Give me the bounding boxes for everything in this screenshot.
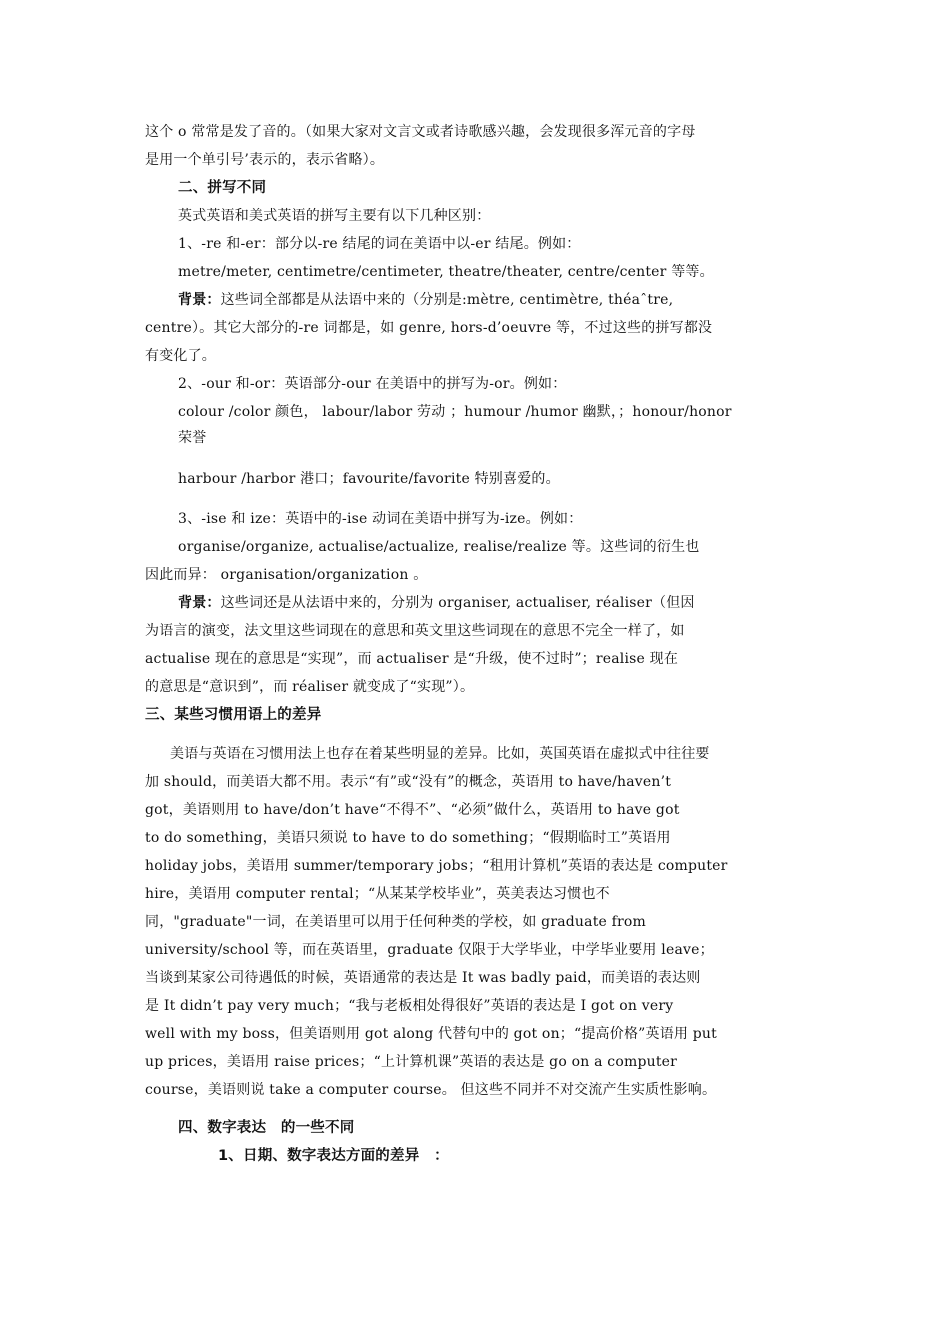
paragraph-line: 美语与英语在习惯用法上也存在着某些明显的差异。比如，英国英语在虚拟式中往往要 <box>170 746 710 762</box>
paragraph-line: 为语言的演变，法文里这些词现在的意思和英文里这些词现在的意思不完全一样了，如 <box>145 623 685 639</box>
subsection-heading: 1、日期、数字表达方面的差异 ： <box>218 1148 449 1164</box>
example-line: 荣誉 <box>178 430 207 446</box>
paragraph-line: centre）。其它大部分的-re 词都是，如 genre, hors-d’oeuvre 等，不过这些的拼写都没 <box>145 320 713 336</box>
paragraph-line: 英式英语和美式英语的拼写主要有以下几种区别： <box>178 208 491 224</box>
paragraph-line: course，美语则说 take a computer course。 但这些不同并不对交流产生实质性影响。 <box>145 1082 717 1098</box>
background-note: 背景：这些词全部都是从法语中来的（分别是:mètre, centimètre, théaˆtre, <box>178 292 674 308</box>
paragraph-line: 有变化了。 <box>145 348 216 364</box>
list-item: 1、-re 和-er：部分以-re 结尾的词在美语中以-er 结尾。例如： <box>178 236 581 252</box>
paragraph-line: got，美语则用 to have/don’t have“不得不”、“必须”做什么，英语用 to have got <box>145 802 680 818</box>
section-heading-spelling: 二、拼写不同 <box>178 180 267 196</box>
paragraph-line: to do something，美语只须说 to have to do something；“假期临时工”英语用 <box>145 830 671 846</box>
example-line: 因此而异： organisation/organization 。 <box>145 567 428 583</box>
example-line: harbour /harbor 港口；favourite/favorite 特别喜爱的。 <box>178 471 560 487</box>
example-line: colour /color 颜色， labour/labor 劳动 ；humour /humor 幽默，；honour/honor <box>178 404 732 420</box>
section-heading-idioms: 三、某些习惯用语上的差异 <box>145 707 322 723</box>
paragraph-line: 这个 o 常常是发了音的。（如果大家对文言文或者诗歌感兴趣，会发现很多浑元音的字母 <box>145 124 696 140</box>
paragraph-line: 是用一个单引号’表示的，表示省略）。 <box>145 152 385 168</box>
list-item: 2、-our 和-or：英语部分-our 在美语中的拼写为-or。例如： <box>178 376 567 392</box>
example-line: metre/meter, centimetre/centimeter, theatre/theater, centre/center 等等。 <box>178 264 714 280</box>
paragraph-line: holiday jobs，美语用 summer/temporary jobs；“租用计算机”英语的表达是 computer <box>145 858 728 874</box>
paragraph-line: university/school 等，而在英语里，graduate 仅限于大学毕业，中学毕业要用 leave； <box>145 942 714 958</box>
example-line: organise/organize, actualise/actualize, realise/realize 等。这些词的衍生也 <box>178 539 700 555</box>
paragraph-line: 当谈到某家公司待遇低的时候，英语通常的表达是 It was badly paid，而美语的表达则 <box>145 970 701 986</box>
paragraph-line: actualise 现在的意思是“实现”，而 actualiser 是“升级，使不过时”；realise 现在 <box>145 651 679 667</box>
paragraph-line: 是 It didn’t pay very much；“我与老板相处得很好”英语的表达是 I got on very <box>145 998 674 1014</box>
paragraph-line: 同，"graduate"一词，在美语里可以用于任何种类的学校，如 graduate from <box>145 914 647 930</box>
list-item: 3、-ise 和 ize：英语中的-ise 动词在美语中拼写为-ize。例如： <box>178 511 583 527</box>
paragraph-line: well with my boss，但美语则用 got along 代替句中的 got on；“提高价格”英语用 put <box>145 1026 717 1042</box>
paragraph-line: 的意思是“意识到”，而 réaliser 就变成了“实现”）。 <box>145 679 475 695</box>
section-heading-numbers: 四、数字表达 的一些不同 <box>178 1120 355 1136</box>
paragraph-line: up prices，美语用 raise prices；“上计算机课”英语的表达是 go on a computer <box>145 1054 678 1070</box>
paragraph-line: hire，美语用 computer rental；“从某某学校毕业”，英美表达习惯也不 <box>145 886 610 902</box>
background-note: 背景：这些词还是从法语中来的，分别为 organiser, actualiser, réaliser（但因 <box>178 595 695 611</box>
background-label: 背景： <box>178 595 221 611</box>
paragraph-line: 加 should，而美语大都不用。表示“有”或“没有”的概念，英语用 to have/haven’t <box>145 774 672 790</box>
background-label: 背景： <box>178 292 221 308</box>
